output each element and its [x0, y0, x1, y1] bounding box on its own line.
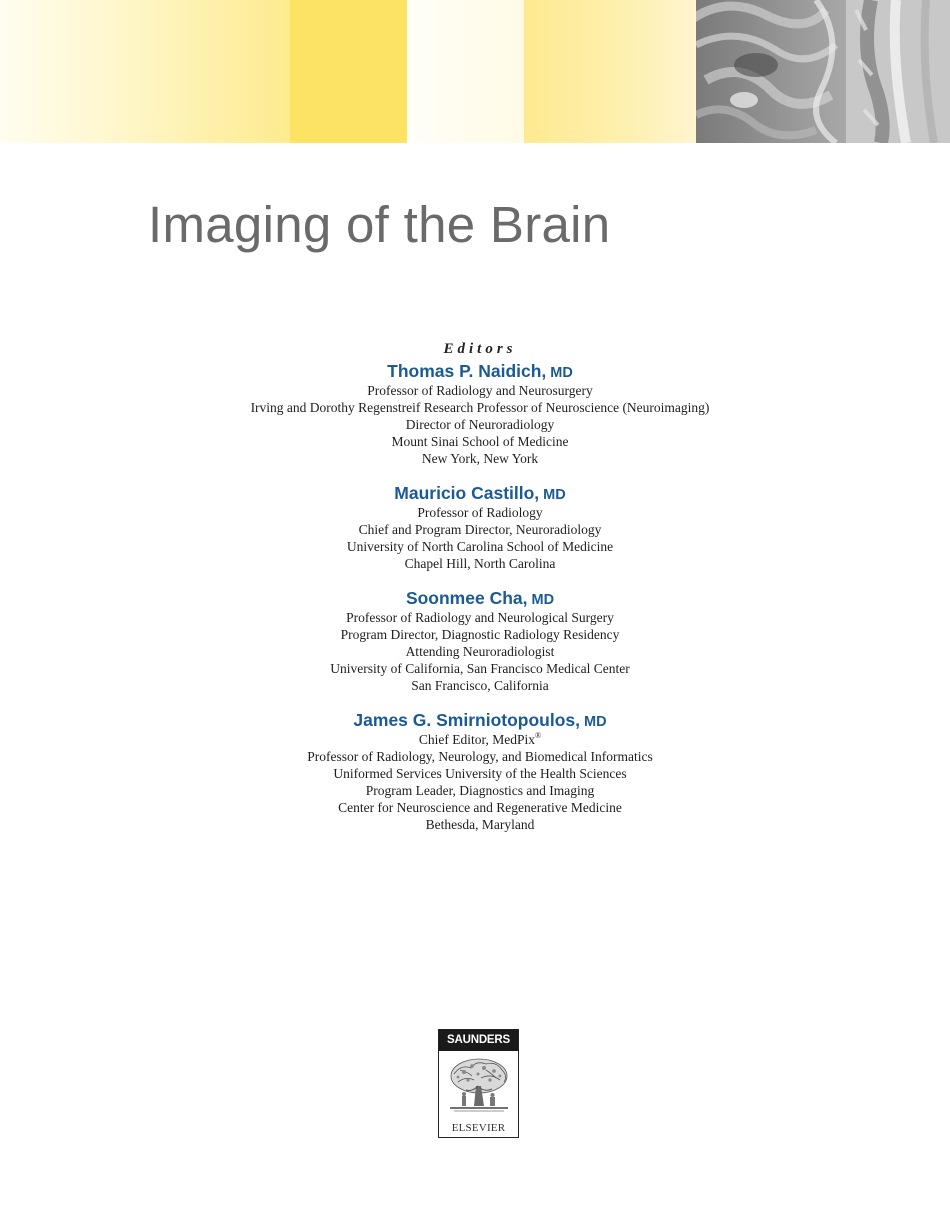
editor-affiliations: [0, 609, 950, 694]
editor-credential: MD: [550, 365, 573, 381]
editor-entry: [0, 482, 950, 572]
editor-entry: [0, 709, 950, 833]
affiliation-line: Professor of Radiology and Neurosurgery: [367, 383, 593, 398]
affiliation-line: Attending Neuroradiologist: [405, 644, 555, 659]
affiliation-line: Professor of Radiology, Neurology, and Biomedical Informatics: [307, 749, 653, 764]
editor-entry: [0, 587, 950, 694]
affiliation-line: Professor of Radiology and Neurological Surgery: [346, 610, 614, 625]
banner-band-yellow: [290, 0, 407, 143]
editor-name-text: Soonmee Cha,: [405, 588, 528, 608]
publisher-logo: [438, 1029, 519, 1138]
affiliation-line: Bethesda, Maryland: [425, 817, 535, 832]
affiliation-line: New York, New York: [421, 451, 539, 466]
affiliation-line: Uniformed Services University of the Health Sciences: [333, 766, 627, 781]
editor-name: [0, 360, 950, 382]
affiliation-line: Chief and Program Director, Neuroradiology: [358, 522, 602, 537]
editor-credential: MD: [543, 487, 566, 503]
editor-affiliations: [0, 504, 950, 572]
affiliation-line: Program Leader, Diagnostics and Imaging: [365, 783, 595, 798]
affiliation-line-text: Chief Editor, MedPix: [418, 732, 535, 747]
editor-entry: [0, 360, 950, 467]
banner-band-pale-yellow: [524, 0, 696, 143]
affiliation-line: Irving and Dorothy Regenstreif Research Professor of Neuroscience (Neuroimaging): [250, 400, 710, 415]
book-title: Imaging of the Brain: [148, 196, 611, 253]
editor-name-text: James G. Smirniotopoulos,: [353, 710, 580, 730]
affiliation-line: San Francisco, California: [411, 678, 549, 693]
banner-band-cream: [407, 0, 524, 143]
registered-mark: ®: [535, 731, 542, 740]
affiliation-line: Center for Neuroscience and Regenerative Medicine: [338, 800, 622, 815]
banner-band-light-yellow: [0, 0, 290, 143]
affiliation-line: Mount Sinai School of Medicine: [391, 434, 569, 449]
elsevier-tree-icon: [446, 1056, 512, 1114]
editor-name-text: Mauricio Castillo,: [394, 483, 540, 503]
editor-credential: MD: [584, 714, 607, 730]
affiliation-line: Chapel Hill, North Carolina: [404, 556, 556, 571]
header-banner: [0, 0, 950, 143]
affiliation-line: Director of Neuroradiology: [405, 417, 555, 432]
publisher-imprint: SAUNDERS: [439, 1030, 518, 1051]
editor-name: [0, 482, 950, 504]
editor-credential: MD: [531, 592, 555, 608]
editor-name: [0, 709, 950, 731]
editor-name-text: Thomas P. Naidich,: [387, 361, 547, 381]
editor-affiliations: [0, 731, 950, 833]
editor-name: [0, 587, 950, 609]
affiliation-line: Professor of Radiology: [417, 505, 543, 520]
affiliation-line: University of California, San Francisco Medical Center: [330, 661, 630, 676]
publisher-name: ELSEVIER: [451, 1122, 506, 1134]
editors-section: [0, 338, 950, 833]
mri-brain-image: [696, 0, 950, 143]
affiliation-line: Program Director, Diagnostic Radiology Residency: [340, 627, 620, 642]
editors-heading: Editors: [443, 341, 517, 357]
editor-affiliations: [0, 382, 950, 467]
affiliation-line: [0, 731, 950, 748]
affiliation-line: University of North Carolina School of Medicine: [346, 539, 614, 554]
